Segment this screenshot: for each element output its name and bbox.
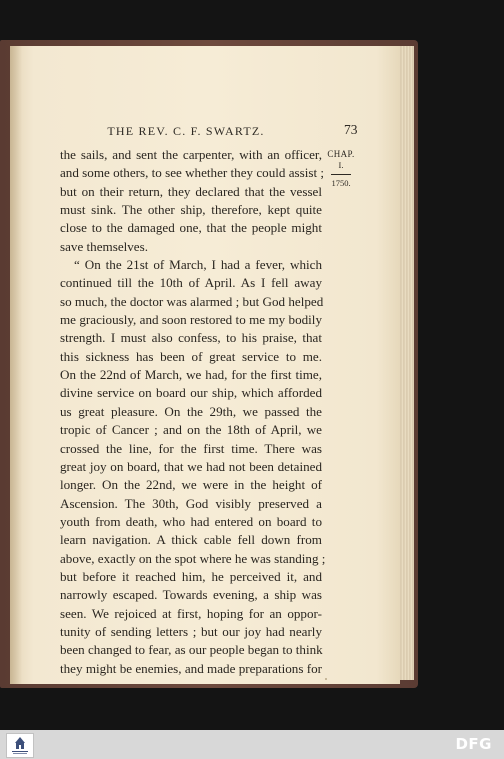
page-gutter-shadow bbox=[10, 46, 22, 684]
text-line: tropic of Cancer ; and on the 18th of April, we bbox=[60, 422, 322, 438]
text-line: divine service on board our ship, which afforded bbox=[60, 385, 322, 401]
text-line: On the 22nd of March, we had, for the first time, bbox=[60, 367, 322, 383]
text-line: tunity of sending letters ; but our joy had nearly bbox=[60, 623, 322, 639]
text-line: so much, the doctor was alarmed ; but God helped bbox=[60, 293, 324, 309]
text-line: continued till the 10th of April. As I fell away bbox=[60, 275, 322, 291]
book bbox=[0, 40, 418, 688]
library-building-icon-graphic bbox=[7, 734, 33, 757]
book-page bbox=[10, 46, 400, 684]
text-line: the sails, and sent the carpenter, with an officer, bbox=[60, 147, 322, 162]
side-note-year: 1750. bbox=[331, 177, 351, 188]
text-line: but on their return, they declared that the vessel bbox=[60, 183, 322, 199]
text-line: above, exactly on the spot where he was standing ; bbox=[60, 550, 326, 566]
text-line: but before it reached him, he perceived it, and bbox=[60, 568, 322, 584]
text-line: been changed to fear, as our people began to think bbox=[60, 642, 323, 658]
text-line: this sickness has been of great service to me. bbox=[60, 348, 322, 364]
text-line: learn navigation. A thick cable fell down from bbox=[60, 532, 322, 548]
text-line: crossed the line, for the first time. There was bbox=[60, 440, 322, 456]
text-line: they might be enemies, and made preparations for bbox=[60, 660, 322, 676]
text-line: seen. We rejoiced at first, hoping for an oppor- bbox=[60, 605, 322, 621]
text-line: narrowly escaped. Towards evening, a ship was bbox=[60, 587, 322, 603]
dfg-logo[interactable]: DFG bbox=[455, 735, 492, 753]
text-line: longer. On the 22nd, we were in the height of bbox=[60, 477, 322, 493]
side-note bbox=[324, 150, 358, 187]
text-line: Ascension. The 30th, God visibly preserved a bbox=[60, 495, 322, 511]
side-note-rule bbox=[331, 174, 351, 175]
viewer-footer bbox=[0, 730, 504, 759]
text-line: “ On the 21st of March, I had a fever, which bbox=[74, 257, 322, 273]
text-line: close to the damaged one, that the people might bbox=[60, 220, 322, 236]
text-line: us great pleasure. On the 29th, we passed the bbox=[60, 403, 322, 419]
text-line: strength. I must also confess, to his praise, that bbox=[60, 330, 322, 346]
text-line: save themselves. bbox=[60, 238, 148, 254]
body-text bbox=[60, 146, 326, 678]
library-building-icon[interactable] bbox=[6, 733, 34, 758]
text-line: great joy on board, that we had not been detained bbox=[60, 458, 322, 474]
paper-spot bbox=[325, 678, 327, 680]
text-line: must sink. The other ship, therefore, kept quite bbox=[60, 202, 322, 218]
text-line: youth from death, who had entered on board to bbox=[60, 513, 322, 529]
text-line: and some others, to see whether they could assist ; bbox=[60, 165, 324, 181]
page-number: 73 bbox=[344, 122, 358, 137]
side-note-chap: CHAP. bbox=[327, 149, 355, 159]
running-head: THE REV. C. F. SWARTZ. bbox=[107, 124, 265, 138]
side-note-number: I. bbox=[338, 160, 344, 170]
text-line: me graciously, and soon restored to me my bodily bbox=[60, 312, 322, 328]
